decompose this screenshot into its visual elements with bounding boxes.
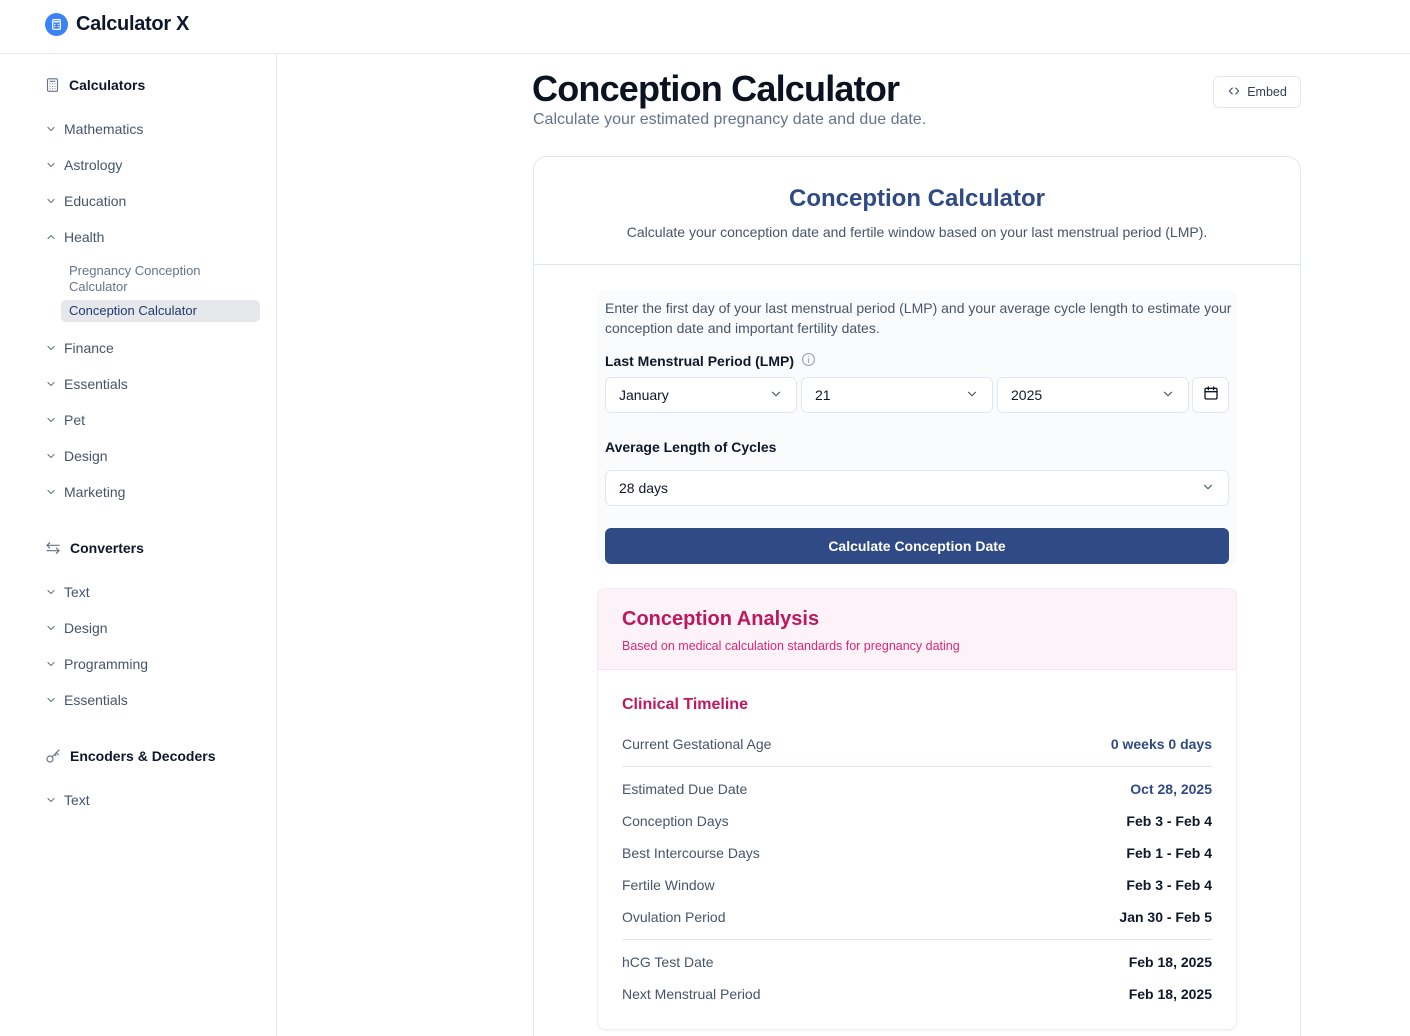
chevron-down-icon — [45, 586, 57, 598]
result-row-due-date — [622, 779, 1212, 799]
sidebar-item-mathematics[interactable] — [45, 119, 143, 139]
calendar-icon — [1203, 385, 1219, 406]
result-value: Oct 28, 2025 — [1130, 781, 1212, 797]
top-bar — [0, 0, 1410, 54]
chevron-up-icon — [45, 231, 57, 243]
sidebar-item-label: Astrology — [64, 157, 123, 173]
conception-analysis-panel — [597, 588, 1237, 1030]
result-label: hCG Test Date — [622, 954, 714, 970]
sidebar-subitem-conception-calculator[interactable]: Conception Calculator — [61, 300, 260, 322]
sidebar-item-education[interactable] — [45, 191, 126, 211]
chevron-down-icon — [45, 794, 57, 806]
encoders-section-header — [45, 748, 216, 764]
result-label: Ovulation Period — [622, 909, 726, 925]
sidebar-item-health[interactable] — [45, 227, 104, 247]
result-value: Feb 18, 2025 — [1128, 954, 1212, 970]
cycle-label-text: Average Length of Cycles — [605, 439, 777, 455]
lmp-field-label — [605, 352, 816, 370]
chevron-down-icon — [45, 414, 57, 426]
chevron-down-icon — [45, 622, 57, 634]
chevron-down-icon — [45, 195, 57, 207]
lmp-month-select[interactable] — [605, 377, 797, 413]
sidebar-item-label: Education — [64, 193, 127, 209]
chevron-down-icon — [45, 694, 57, 706]
sidebar-item-label: Pet — [64, 412, 86, 428]
result-label: Conception Days — [622, 813, 729, 829]
calculator-card — [533, 156, 1301, 1036]
result-value: Feb 1 - Feb 4 — [1126, 845, 1212, 861]
arrows-left-right-icon — [45, 540, 61, 556]
sidebar-item-marketing[interactable] — [45, 482, 125, 502]
chevron-down-icon — [45, 123, 57, 135]
sidebar-item-programming[interactable] — [45, 654, 148, 674]
result-value: Feb 3 - Feb 4 — [1126, 877, 1212, 893]
chevron-down-icon — [965, 387, 979, 404]
result-subtitle: Based on medical calculation standards for pregnancy dating — [622, 639, 960, 653]
form-intro: Enter the first day of your last menstrual period (LMP) and your average cycle length to estimate your conception date and important fertility dates. — [605, 300, 1232, 336]
embed-button-label: Embed — [1247, 85, 1287, 99]
result-row-ovulation-period — [622, 907, 1212, 927]
result-value: 0 weeks 0 days — [1110, 736, 1212, 752]
calculator-logo-icon — [45, 13, 68, 36]
sidebar-subitem-pregnancy-conception-calculator[interactable]: Pregnancy Conception Calculator — [69, 263, 201, 294]
sidebar-item-label: Programming — [64, 656, 149, 672]
result-label: Current Gestational Age — [622, 736, 772, 752]
sidebar-item-astrology[interactable] — [45, 155, 122, 175]
result-row-hcg-test-date — [622, 952, 1212, 972]
chevron-down-icon — [45, 658, 57, 670]
page-title: Conception Calculator — [532, 68, 900, 109]
card-header — [534, 157, 1300, 265]
sidebar — [0, 54, 277, 1036]
page-subtitle: Calculate your estimated pregnancy date and due date. — [533, 111, 927, 128]
timeline-title: Clinical Timeline — [622, 696, 748, 713]
converters-section-header — [45, 540, 144, 556]
info-icon[interactable] — [801, 352, 816, 370]
sidebar-item-label: Text — [64, 792, 90, 808]
card-title: Conception Calculator — [788, 185, 1046, 212]
sidebar-item-label: Essentials — [64, 376, 128, 392]
result-row-next-menstrual-period — [622, 984, 1212, 1004]
sidebar-item-essentials[interactable] — [45, 690, 128, 710]
sidebar-item-label: Text — [64, 584, 90, 600]
lmp-year-value: 2025 — [1011, 387, 1043, 403]
date-picker-button[interactable] — [1192, 377, 1229, 413]
code-icon — [1227, 84, 1241, 101]
sidebar-item-finance[interactable] — [45, 338, 114, 358]
sidebar-item-essentials[interactable] — [45, 374, 128, 394]
sidebar-item-pet[interactable] — [45, 410, 85, 430]
calculators-section-header — [45, 77, 145, 93]
chevron-down-icon — [1201, 480, 1215, 497]
app-name: Calculator X — [76, 13, 190, 35]
sidebar-item-label: Design — [64, 448, 108, 464]
result-label: Fertile Window — [622, 877, 715, 893]
calculate-button[interactable]: Calculate Conception Date — [605, 528, 1229, 564]
calculator-icon — [45, 77, 60, 93]
result-value: Jan 30 - Feb 5 — [1119, 909, 1212, 925]
sidebar-item-label: Mathematics — [64, 121, 144, 137]
encoders-section-title: Encoders & Decoders — [70, 748, 216, 764]
embed-button[interactable] — [1213, 76, 1301, 108]
cycle-length-value: 28 days — [619, 480, 669, 496]
result-value: Feb 18, 2025 — [1128, 986, 1212, 1002]
chevron-down-icon — [45, 378, 57, 390]
lmp-day-select[interactable] — [801, 377, 993, 413]
chevron-down-icon — [45, 342, 57, 354]
cycle-field-label — [605, 439, 776, 455]
chevron-down-icon — [1161, 387, 1175, 404]
calculators-section-title: Calculators — [69, 77, 146, 93]
calculator-form — [597, 290, 1237, 564]
chevron-down-icon — [45, 486, 57, 498]
converters-section-title: Converters — [70, 540, 144, 556]
result-label: Estimated Due Date — [622, 781, 748, 797]
result-row-conception-days — [622, 811, 1212, 831]
sidebar-item-label: Design — [64, 620, 108, 636]
result-header — [598, 589, 1236, 670]
sidebar-item-label: Essentials — [64, 692, 128, 708]
result-value: Feb 3 - Feb 4 — [1126, 813, 1212, 829]
cycle-length-select[interactable] — [605, 470, 1229, 506]
lmp-month-value: January — [619, 387, 669, 403]
divider — [622, 766, 1212, 767]
sidebar-item-design[interactable] — [45, 446, 108, 466]
result-row-best-intercourse-days — [622, 843, 1212, 863]
divider — [622, 939, 1212, 940]
sidebar-item-label: Finance — [64, 340, 114, 356]
result-label: Best Intercourse Days — [622, 845, 760, 861]
card-description: Calculate your conception date and fertile window based on your last menstrual period (LMP). — [626, 224, 1208, 240]
lmp-year-select[interactable] — [997, 377, 1189, 413]
lmp-day-value: 21 — [815, 387, 831, 403]
chevron-down-icon — [45, 450, 57, 462]
result-row-gestational-age — [622, 734, 1212, 754]
brand-link[interactable] — [45, 13, 189, 36]
sidebar-item-text[interactable] — [45, 582, 90, 602]
chevron-down-icon — [769, 387, 783, 404]
key-icon — [45, 748, 61, 764]
lmp-label-text: Last Menstrual Period (LMP) — [605, 353, 795, 369]
sidebar-item-label: Marketing — [64, 484, 126, 500]
sidebar-item-label: Health — [64, 229, 105, 245]
result-row-fertile-window — [622, 875, 1212, 895]
result-label: Next Menstrual Period — [622, 986, 761, 1002]
result-title: Conception Analysis — [622, 608, 820, 630]
sidebar-item-design[interactable] — [45, 618, 108, 638]
sidebar-item-text[interactable] — [45, 790, 90, 810]
chevron-down-icon — [45, 159, 57, 171]
